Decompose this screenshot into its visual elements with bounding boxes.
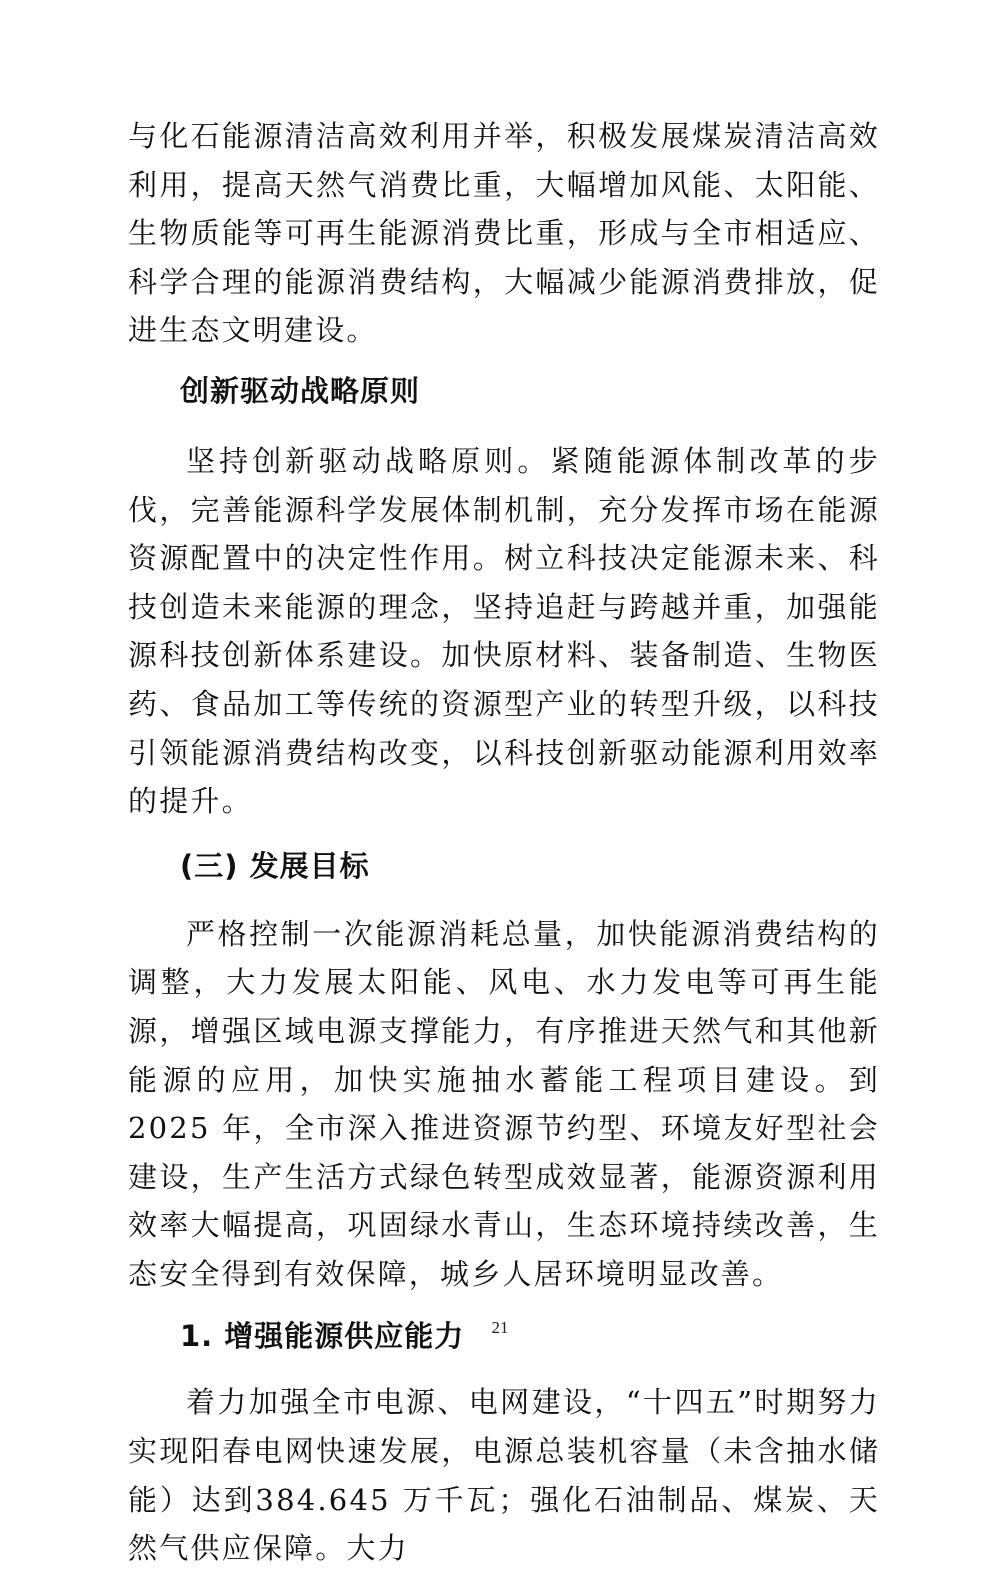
section-heading-goals: (三) 发展目标 (180, 848, 370, 883)
paragraph-innovation: 坚持创新驱动战略原则。紧随能源体制改革的步伐，完善能源科学发展体制机制，充分发挥市场在能源资源配置中的决定性作用。树立科技决定能源未来、科技创造未来能源的理念，坚持追赶与跨越并重，加强能源科技创新体系建设。加快原材料、装备制造、生物医药、食品加工等传统的资源型产业的转型升级，以科技引领能源消费结构改变，以科技创新驱动能源利用效率的提升。 (128, 443, 880, 819)
paragraph-continuation: 与化石能源清洁高效利用并举，积极发展煤炭清洁高效利用，提高天然气消费比重，大幅增加风能、太阳能、生物质能等可再生能源消费比重，形成与全市相适应、科学合理的能源消费结构，大幅减少能源消费排放，促进生态文明建设。 (128, 119, 880, 348)
section-heading-innovation: 创新驱动战略原则 (180, 373, 421, 408)
section-heading-supply: 1. 增强能源供应能力 (180, 1319, 465, 1354)
document-body (128, 112, 880, 1573)
paragraph-goals: 严格控制一次能源消耗总量，加快能源消费结构的调整，大力发展太阳能、风电、水力发电等可再生能源，增强区域电源支撑能力，有序推进天然气和其他新能源的应用，加快实施抽水蓄能工程项目建设。到 2025 年，全市深入推进资源节约型、环境友好型社会建设，生产生活方式绿色转型成效显著，能源资源利用效率大幅提高，巩固绿水青山，生态环境持续改善，生态安全得到有效保障，城乡人居环境明显改善。 (128, 916, 880, 1291)
paragraph-supply: 着力加强全市电源、电网建设，“十四五”时期努力实现阳春电网快速发展，电源总装机容量（未含抽水储能）达到384.645 万千瓦；强化石油制品、煤炭、天然气供应保障。大力 (128, 1385, 880, 1566)
page-number: 21 (491, 1318, 509, 1337)
